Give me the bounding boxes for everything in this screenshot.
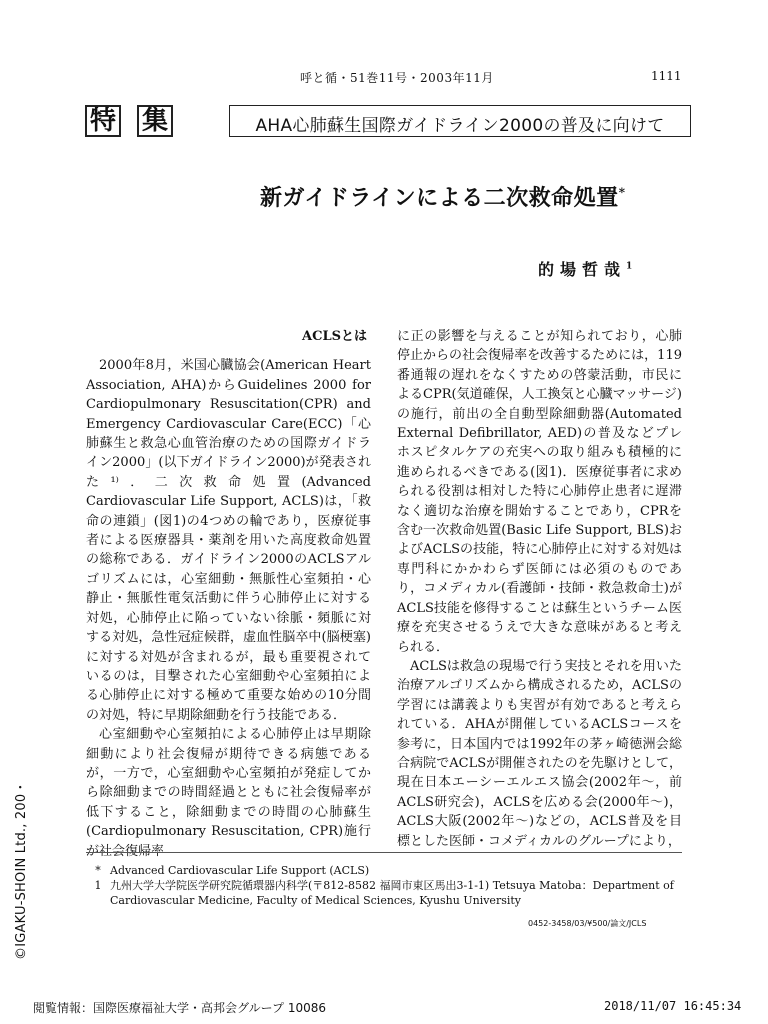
author-footnote-mark: 1 — [626, 261, 633, 272]
footnote-1 — [86, 863, 686, 878]
footnote-text: Advanced Cardiovascular Life Support (ACLS) — [110, 864, 370, 877]
footnotes — [86, 863, 686, 908]
left-column — [86, 327, 371, 861]
series-title: AHA心肺蘇生国際ガイドライン2000の普及に向けて — [255, 116, 665, 136]
article-code: 0452-3458/03/¥500/論文/JCLS — [528, 919, 647, 928]
feature-label — [85, 105, 173, 137]
section-heading: ACLSとは — [302, 329, 367, 344]
body-paragraph: 心室細動や心室頻拍による心肺停止は早期除細動により社会復帰が期待できる病態であるが，一方で，心室細動や心室頻拍が発症してから除細動までの時間経過とともに社会復帰率が低下すること，除細動までの時間の心肺蘇生(Cardiopulmonary Resuscitation, CPR)施行が社会復帰率 — [86, 727, 371, 859]
access-info-bar — [0, 996, 768, 1016]
body-paragraph: ACLSは救急の現場で行う実技とそれを用いた治療アルゴリズムから構成されるため，ACLSの学習には講義よりも実習が有効であると考えられている．AHAが開催しているACLSコースを参考に，日本国内では1992年の茅ヶ崎徳洲会総合病院でACLSが開催されたのを先駆けとして，現在日本エーシーエルエス協会(2002年〜，前ACLS研究会)，ACLSを広める会(2000年〜)，ACLS大阪(2002年〜)などの，ACLS普及を目標とした医師・コメディカルのグループにより， — [397, 658, 682, 849]
series-title-box — [229, 105, 691, 137]
access-info: 閲覧情報：国際医療福祉大学・高邦会グループ 10086 — [33, 1001, 327, 1015]
footnote-mark: * — [95, 864, 101, 877]
article-author — [538, 257, 632, 280]
page-number: 1111 — [651, 69, 682, 83]
copyright-notice: ©IGAKU-SHOIN Ltd., 200・ — [14, 780, 29, 960]
access-timestamp: 2018/11/07 16:45:34 — [604, 999, 742, 1013]
article-title — [260, 181, 625, 212]
article-title-text: 新ガイドラインによる二次救命処置 — [260, 185, 619, 211]
title-footnote-mark: * — [618, 185, 626, 200]
footnote-text: 九州大学大学院医学研究院循環器内科学(〒812-8582 福岡市東区馬出3-1-1) Tetsuya Matoba：Department of Cardiovascular Medicine, Faculty of Medical Sciences, Kyushu University — [110, 879, 674, 907]
body-paragraph: に正の影響を与えることが知られており，心肺停止からの社会復帰率を改善するためには，119番通報の遅れをなくすための啓蒙活動，市民によるCPR(気道確保，人工換気と心臓マッサージ)の施行，前出の全自動型除細動器(Automated External Defibrillator, AED)の普及などプレホスピタルケアの充実への取り組みも積極的に進められるべきである(図1)．医療従事者に求められる役割は相対した特に心肺停止患者に遅滞なく適切な治療を開始することであり，CPRを含む一次救命処置(Basic Life Support, BLS)およびACLSの技能，特に心肺停止に対する対処は専門科にかかわらず医師には必須のものであり，コメディカル(看護師・技師・救急救命士)がACLS技能を修得することは蘇生というチーム医療を充実させるうえで大きな意味があると考えられる． — [397, 329, 682, 655]
journal-citation: 呼と循・51巻11号・2003年11月 — [300, 71, 494, 85]
right-column — [397, 327, 682, 851]
body-paragraph: 2000年8月，米国心臓協会(American Heart Association, AHA)からGuidelines 2000 for Cardiopulmonary Resuscitation(CPR) and Emergency Cardiovascular Care(ECC)「心肺蘇生と救急心血管治療のための国際ガイドライン2000」(以下ガイドライン2000)が発表された¹⁾．二次救命処置(Advanced Cardiovascular Life Support, ACLS)は，「救命の連鎖」(図1)の4つめの輪であり，医療従事者による医療器具・薬剤を用いた高度救命処置の総称である．ガイドライン2000のACLSアルゴリズムには，心室細動・無脈性心室頻拍・心静止・無脈性電気活動に伴う心肺停止に対する対処，心肺停止に陥っていない徐脈・頻脈に対する対処，急性冠症候群，虚血性脳卒中(脳梗塞)に対する対処が含まれるが，最も重要視されているのは，目撃された心室細動や心室頻拍による心肺停止に対する極めて重要な始めの10分間の対処，特に早期除細動を行う技能である． — [86, 358, 371, 723]
feature-kanji-2: 集 — [137, 105, 173, 137]
footnote-mark: 1 — [94, 879, 102, 892]
feature-kanji-1: 特 — [85, 105, 121, 137]
footnote-2 — [86, 878, 686, 908]
author-name: 的場哲哉 — [538, 260, 627, 279]
feature-banner — [85, 105, 691, 137]
footnote-divider — [86, 852, 682, 853]
